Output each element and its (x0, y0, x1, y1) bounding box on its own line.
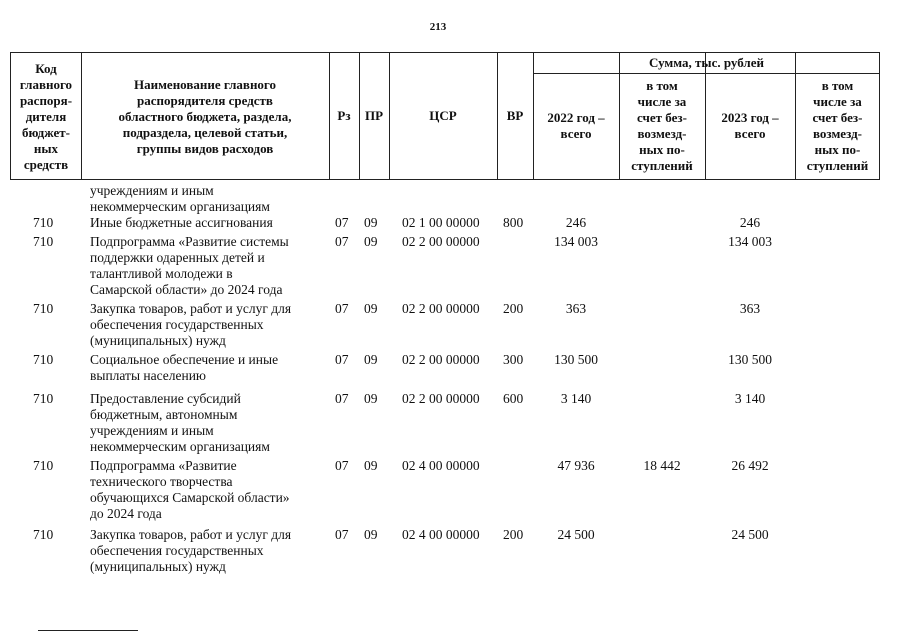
name-line: (муниципальных) нужд (90, 559, 226, 574)
sum-2022-cell: 47 936 (557, 458, 595, 473)
page-number: 213 (429, 21, 447, 33)
sum-2023-cell: 134 003 (728, 234, 772, 249)
name-cell (90, 391, 322, 455)
header-2023-free: в том числе за счет без- возмезд- ных по- ступлений (806, 78, 869, 173)
pr-cell: 09 (364, 234, 378, 249)
name-line: обучающихся Самарской области» (90, 490, 290, 505)
pr-cell: 09 (364, 527, 378, 542)
name-line: некоммерческим организациям (90, 439, 270, 454)
vr-cell: 300 (503, 352, 524, 367)
pr-cell: 09 (364, 301, 378, 316)
code-cell: 710 (33, 391, 54, 406)
name-line: Подпрограмма «Развитие (90, 458, 237, 473)
pr-cell: 09 (364, 352, 378, 367)
sum-2022-cell: 134 003 (554, 234, 598, 249)
csr-cell: 02 2 00 00000 (402, 301, 480, 316)
pr-cell: 09 (364, 215, 378, 230)
csr-cell: 02 2 00 00000 (402, 234, 480, 249)
sum-2022-cell: 130 500 (554, 352, 598, 367)
vr-cell: 200 (503, 301, 524, 316)
header-name: Наименование главного распорядителя средств областного бюджета, раздела, подраздела, целевой статьи, группы видов расходов (118, 77, 292, 156)
sum-2023-cell: 130 500 (728, 352, 772, 367)
rz-cell: 07 (335, 527, 349, 542)
rz-cell: 07 (335, 391, 349, 406)
code-cell: 710 (33, 527, 54, 542)
vr-cell: 200 (503, 527, 524, 542)
table-header (10, 52, 880, 180)
header-rz: Рз (337, 108, 351, 123)
name-line: учреждениям и иным (90, 423, 214, 438)
csr-cell: 02 4 00 00000 (402, 458, 480, 473)
header-2022-total: 2022 год – всего (547, 110, 605, 141)
code-cell: 710 (33, 234, 54, 249)
free-2022-cell: 18 442 (643, 458, 681, 473)
name-line: выплаты населению (90, 368, 207, 383)
header-sum: Сумма, тыс. рублей (649, 55, 764, 70)
sum-2023-cell: 3 140 (734, 391, 766, 406)
header-code: Код главного распоря- дителя бюджет- ных средств (19, 61, 73, 172)
pr-cell: 09 (364, 391, 378, 406)
rz-cell: 07 (335, 458, 349, 473)
name-line: некоммерческим организациям (90, 199, 270, 214)
name-line: Подпрограмма «Развитие системы (90, 234, 289, 249)
vr-cell: 600 (503, 391, 524, 406)
sum-2022-cell: 246 (565, 215, 587, 230)
csr-cell: 02 4 00 00000 (402, 527, 480, 542)
footnote-rule (38, 630, 138, 631)
header-pr: ПР (364, 108, 384, 123)
name-line: Самарской области» до 2024 года (90, 282, 283, 297)
sum-2023-cell: 24 500 (731, 527, 769, 542)
name-cell (90, 352, 322, 384)
sum-2023-cell: 246 (739, 215, 761, 230)
name-line: обеспечения государственных (90, 317, 264, 332)
name-cell (90, 215, 322, 231)
name-line: Социальное обеспечение и иные (90, 352, 279, 367)
name-cell (90, 301, 322, 349)
name-line: до 2024 года (90, 506, 162, 521)
name-line: (муниципальных) нужд (90, 333, 226, 348)
name-line: обеспечения государственных (90, 543, 264, 558)
sum-2023-cell: 26 492 (731, 458, 769, 473)
header-csr: ЦСР (429, 108, 457, 123)
sum-2022-cell: 3 140 (560, 391, 592, 406)
code-cell: 710 (33, 301, 54, 316)
name-cell (90, 183, 322, 215)
code-cell: 710 (33, 458, 54, 473)
name-line: Закупка товаров, работ и услуг для (90, 527, 292, 542)
pr-cell: 09 (364, 458, 378, 473)
name-line: бюджетным, автономным (90, 407, 238, 422)
csr-cell: 02 1 00 00000 (402, 215, 480, 230)
sum-2022-cell: 24 500 (557, 527, 595, 542)
code-cell: 710 (33, 215, 54, 230)
header-vr: ВР (506, 108, 524, 123)
sum-2023-cell: 363 (739, 301, 761, 316)
code-cell: 710 (33, 352, 54, 367)
header-2023-total: 2023 год – всего (721, 110, 779, 141)
rz-cell: 07 (335, 352, 349, 367)
name-line: поддержки одаренных детей и (90, 250, 265, 265)
header-2022-free: в том числе за счет без- возмезд- ных по- ступлений (631, 78, 693, 173)
csr-cell: 02 2 00 00000 (402, 352, 480, 367)
name-line: Предоставление субсидий (90, 391, 241, 406)
name-line: учреждениям и иным (90, 183, 214, 198)
rz-cell: 07 (335, 234, 349, 249)
name-cell (90, 234, 322, 298)
name-cell (90, 527, 322, 575)
rz-cell: 07 (335, 215, 349, 230)
csr-cell: 02 2 00 00000 (402, 391, 480, 406)
sum-2022-cell: 363 (565, 301, 587, 316)
name-cell (90, 458, 322, 522)
name-line: Иные бюджетные ассигнования (90, 215, 273, 230)
rz-cell: 07 (335, 301, 349, 316)
name-line: технического творчества (90, 474, 233, 489)
name-line: Закупка товаров, работ и услуг для (90, 301, 292, 316)
name-line: талантливой молодежи в (90, 266, 233, 281)
vr-cell: 800 (503, 215, 524, 230)
